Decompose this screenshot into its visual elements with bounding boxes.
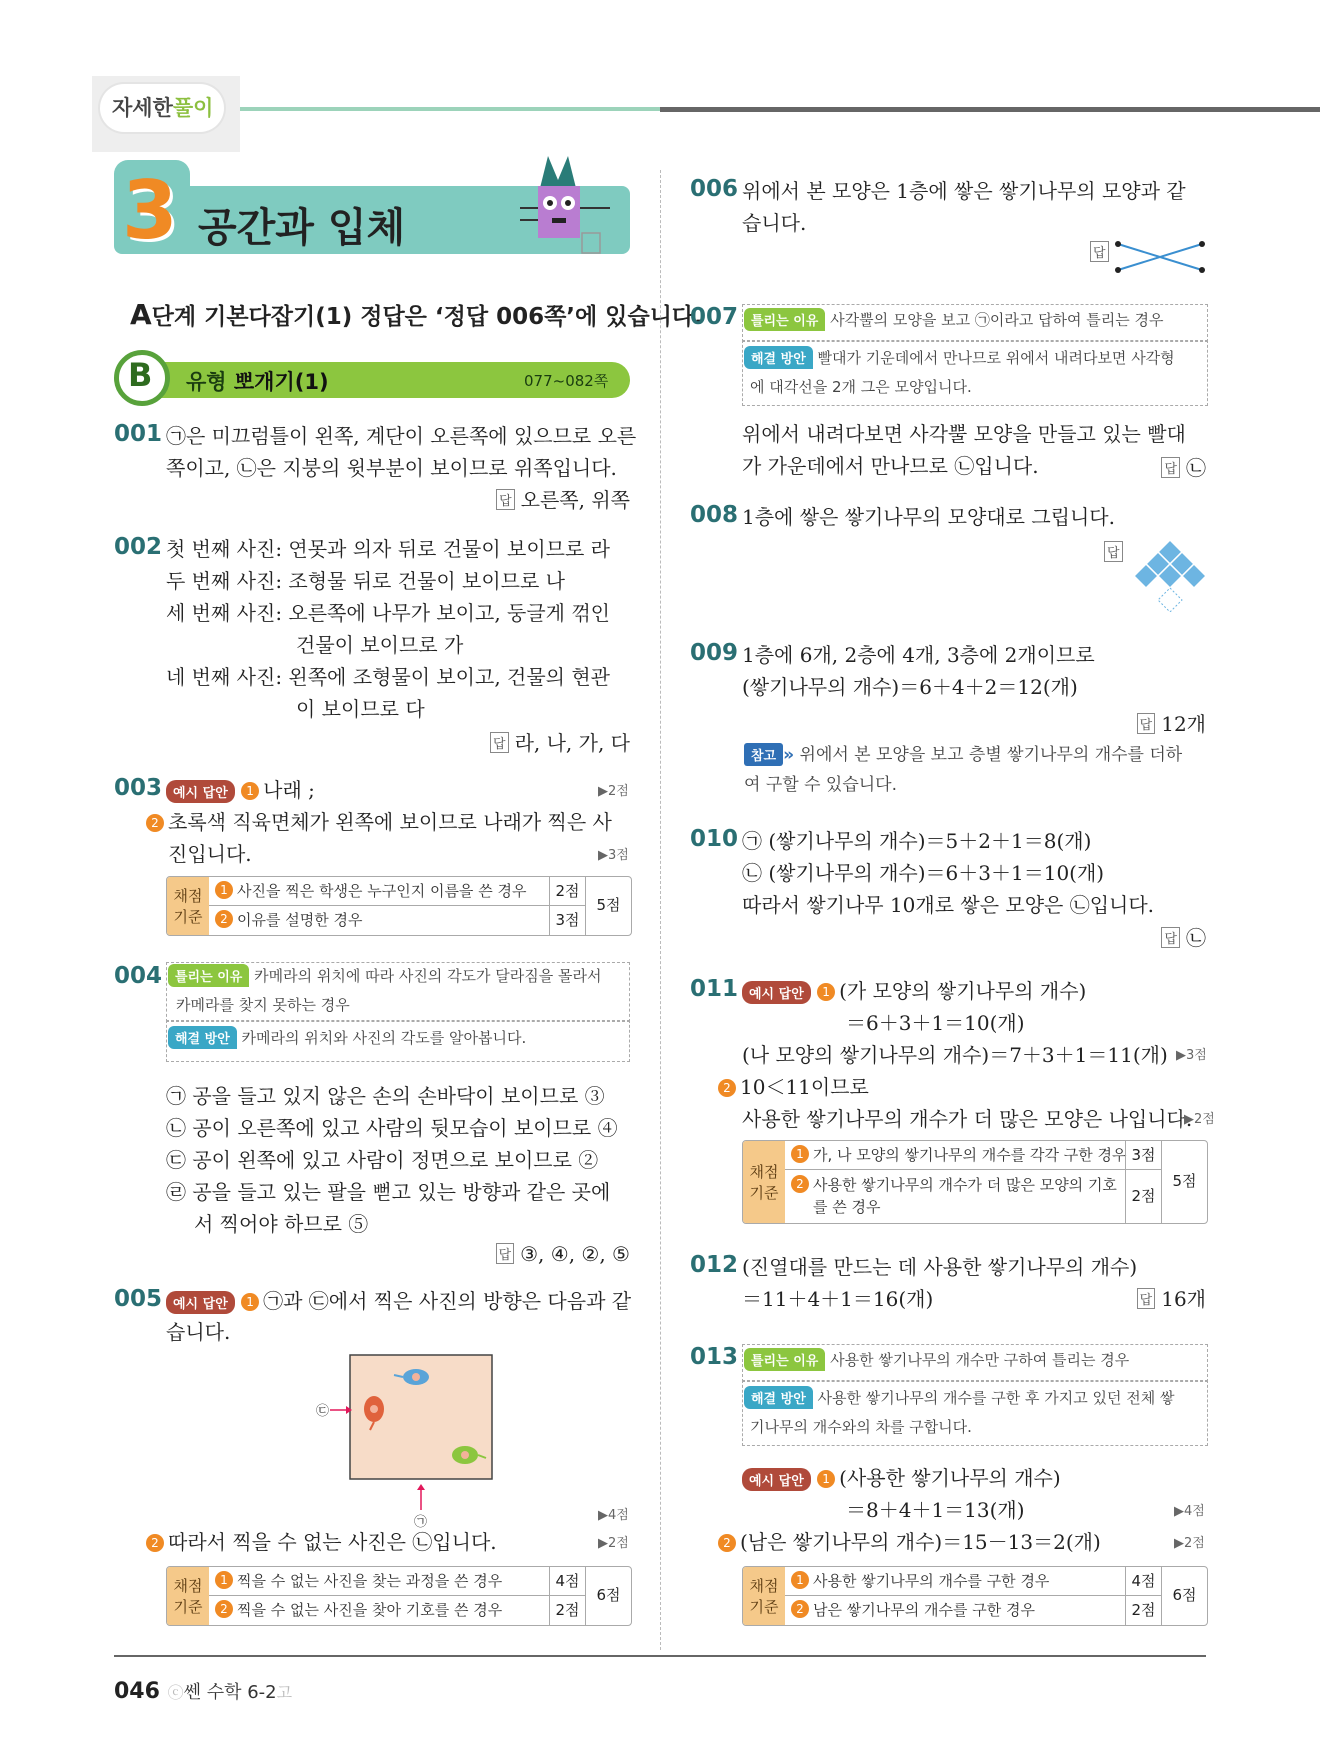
grading-score: 3점 xyxy=(1125,1141,1161,1170)
answer-mark: 답 xyxy=(1090,241,1109,262)
grading-row: 1 찍을 수 없는 사진을 찾는 과정을 쓴 경우 xyxy=(209,1567,549,1596)
fix-tag: 해결 방안 xyxy=(744,346,813,369)
question-number: 008 xyxy=(690,502,739,528)
grading-table xyxy=(166,1566,632,1626)
grading-label: 채점 기준 xyxy=(167,877,209,935)
q002-answer-text: 라, 나, 가, 다 xyxy=(514,731,630,755)
q009-line: (쌓기나무의 개수)＝6＋4＋2＝12(개) xyxy=(742,675,1078,699)
chapter-number: 3 xyxy=(122,164,178,257)
fix-method-cont: 기나무의 개수와의 차를 구합니다. xyxy=(750,1418,972,1436)
error-reason: 틀리는 이유 사용한 쌓기나무의 개수만 구하여 틀리는 경우 xyxy=(744,1348,1129,1371)
chapter-title: 공간과 입체 xyxy=(198,205,406,251)
step-1-icon: 1 xyxy=(791,1571,809,1589)
answer-mark: 답 xyxy=(496,489,515,510)
points: ▶2점 xyxy=(598,784,629,799)
q004-line: ㉡ 공이 오른쪽에 있고 사람의 뒷모습이 보이므로 ④ xyxy=(166,1116,618,1140)
q010-line: 따라서 쌓기나무 10개로 쌓은 모양은 ㉡입니다. xyxy=(742,893,1155,917)
q008-answer xyxy=(1104,540,1129,564)
header-rule-green xyxy=(240,107,660,111)
fix-tag: 해결 방안 xyxy=(168,1026,237,1049)
step-1-icon: 1 xyxy=(215,881,233,899)
q002-line: 두 번째 사진: 조형물 뒤로 건물이 보이므로 나 xyxy=(166,569,565,593)
answer-mark: 답 xyxy=(496,1243,515,1264)
step-1-icon: 1 xyxy=(241,782,259,800)
points: ▶2점 xyxy=(1184,1112,1215,1127)
q006-line: 위에서 본 모양은 1층에 쌓은 쌓기나무의 모양과 같 xyxy=(742,179,1186,203)
q013-line1: 예시 답안 1 (사용한 쌓기나무의 개수) xyxy=(742,1462,1061,1491)
q002-line: 건물이 보이므로 가 xyxy=(296,633,464,657)
grading-row: 2 이유를 설명한 경우 xyxy=(209,906,549,935)
brand-text-1: 자세한 xyxy=(112,96,173,120)
q007-line: 가 가운데에서 만나므로 ㉡입니다. xyxy=(742,454,1039,478)
answer-mark: 답 xyxy=(1161,457,1180,478)
q004-line: ㉣ 공을 들고 있는 팔을 뻗고 있는 방향과 같은 곳에 xyxy=(166,1180,611,1204)
example-tag: 예시 답안 xyxy=(742,981,811,1004)
grading-total: 5점 xyxy=(1161,1141,1207,1223)
grading-row: 2 사용한 쌓기나무의 개수가 더 많은 모양의 기호 를 쓴 경우 xyxy=(785,1170,1125,1223)
q009-line: 1층에 6개, 2층에 4개, 3층에 2개이므로 xyxy=(742,643,1095,667)
question-number: 012 xyxy=(690,1252,739,1278)
step-1-icon: 1 xyxy=(817,983,835,1001)
watermark: ⓒ xyxy=(167,1683,184,1702)
grading-label: 채점 기준 xyxy=(743,1567,785,1625)
points: ▶2점 xyxy=(1174,1536,1205,1551)
step-1-icon: 1 xyxy=(791,1145,809,1163)
fix-method-cont: 에 대각선을 2개 그은 모양입니다. xyxy=(750,378,972,396)
grading-score: 2점 xyxy=(549,1596,585,1625)
q005-line1: 예시 답안 1 ㉠과 ㉢에서 찍은 사진의 방향은 다음과 같 xyxy=(166,1285,631,1314)
question-number: 013 xyxy=(690,1344,739,1370)
q011-line5: 사용한 쌓기나무의 개수가 더 많은 모양은 나입니다. xyxy=(742,1107,1193,1131)
error-reason-cont: 카메라를 찾지 못하는 경우 xyxy=(176,996,350,1014)
q011-line4: 2 10＜11이므로 xyxy=(718,1071,869,1100)
step-2-icon: 2 xyxy=(718,1534,736,1552)
points: ▶2점 xyxy=(598,1536,629,1551)
points: ▶3점 xyxy=(1176,1048,1207,1063)
camera-direction-diagram xyxy=(300,1350,500,1530)
q002-line: 첫 번째 사진: 연못과 의자 뒤로 건물이 보이므로 라 xyxy=(166,537,610,561)
q004-answer-text: ③, ④, ②, ⑤ xyxy=(520,1242,630,1266)
error-tag: 틀리는 이유 xyxy=(168,964,249,987)
grading-total: 6점 xyxy=(1161,1567,1207,1625)
answer-mark: 답 xyxy=(490,732,509,753)
book-title: 쎈 수학 6-2 xyxy=(183,1682,277,1703)
grading-table xyxy=(166,876,632,936)
q004-answer xyxy=(496,1242,630,1266)
cube-top-view-figure xyxy=(1130,536,1210,612)
step-2-icon: 2 xyxy=(146,814,164,832)
page-number: 046 xyxy=(114,1679,160,1704)
q001-answer xyxy=(496,484,630,513)
q011-line2: ＝6＋3＋1＝10(개) xyxy=(846,1011,1025,1035)
grading-total: 6점 xyxy=(585,1567,631,1625)
q011-line3: (나 모양의 쌓기나무의 개수)＝7＋3＋1＝11(개) xyxy=(742,1043,1168,1067)
example-tag: 예시 답안 xyxy=(742,1468,811,1491)
step-1-icon: 1 xyxy=(215,1571,233,1589)
q004-line: 서 찍어야 하므로 ⑤ xyxy=(194,1212,369,1236)
q001-answer-text: 오른쪽, 위쪽 xyxy=(520,488,630,512)
fix-tag: 해결 방안 xyxy=(744,1386,813,1409)
reference-tag: 참고 xyxy=(744,743,783,766)
question-number: 004 xyxy=(114,963,163,989)
q003-line1 xyxy=(166,774,315,803)
answer-mark: 답 xyxy=(1137,1288,1156,1309)
grading-row: 1 가, 나 모양의 쌓기나무의 개수를 각각 구한 경우 xyxy=(785,1141,1125,1170)
grading-label: 채점 기준 xyxy=(743,1141,785,1223)
q008-line: 1층에 쌓은 쌓기나무의 모양대로 그립니다. xyxy=(742,505,1115,529)
q012-line: (진열대를 만드는 데 사용한 쌓기나무의 개수) xyxy=(742,1255,1138,1279)
q010-answer: 답 ㉡ xyxy=(1161,922,1206,951)
step-2-icon: 2 xyxy=(146,1534,164,1552)
q004-line: ㉠ 공을 들고 있지 않은 손의 손바닥이 보이므로 ③ xyxy=(166,1084,605,1108)
question-number: 007 xyxy=(690,304,739,330)
fix-method: 해결 방안 빨대가 기운데에서 만나므로 위에서 내려다보면 사각형 xyxy=(744,346,1175,369)
error-reason: 틀리는 이유 카메라의 위치에 따라 사진의 각도가 달라짐을 몰라서 xyxy=(168,964,602,987)
question-number: 010 xyxy=(690,826,739,852)
section-b-title xyxy=(186,366,329,396)
step-2-icon: 2 xyxy=(791,1175,809,1193)
q003-line2 xyxy=(146,806,612,835)
section-a-label: A xyxy=(130,298,152,331)
points: ▶4점 xyxy=(598,1508,629,1523)
q001-line: 쪽이고, ㉡은 지붕의 윗부분이 보이므로 위쪽입니다. xyxy=(166,456,617,480)
section-b-name: 뽀개기(1) xyxy=(233,370,329,394)
error-reason: 틀리는 이유 사각뿔의 모양을 보고 ㉠이라고 답하여 틀리는 경우 xyxy=(744,308,1164,331)
answer-mark: 답 xyxy=(1137,713,1156,734)
q001-line: ㉠은 미끄럼틀이 왼쪽, 계단이 오른쪽에 있으므로 오른 xyxy=(166,424,637,448)
q002-answer xyxy=(490,727,630,756)
answer-mark: 답 xyxy=(1161,927,1180,948)
section-b-pages: 077~082쪽 xyxy=(524,372,609,390)
question-number: 006 xyxy=(690,176,739,202)
grading-score: 4점 xyxy=(1125,1567,1161,1596)
grading-score: 2점 xyxy=(549,877,585,906)
step-2-icon: 2 xyxy=(215,910,233,928)
grading-table xyxy=(742,1566,1208,1626)
mascot-icon xyxy=(520,148,630,258)
step-2-icon: 2 xyxy=(791,1600,809,1618)
error-tag: 틀리는 이유 xyxy=(744,308,825,331)
question-number: 005 xyxy=(114,1286,163,1312)
q003-text1: 나래 ; xyxy=(263,778,315,802)
label-a: ㉠ xyxy=(414,1515,428,1530)
q002-line: 이 보이므로 다 xyxy=(296,697,425,721)
grading-score: 4점 xyxy=(549,1567,585,1596)
step-1-icon: 1 xyxy=(817,1470,835,1488)
fix-method: 해결 방안 카메라의 위치와 사진의 각도를 알아봅니다. xyxy=(168,1026,526,1049)
footer-rule xyxy=(114,1655,1206,1657)
example-tag: 예시 답안 xyxy=(166,780,235,803)
brand-logo xyxy=(112,92,213,122)
question-number: 009 xyxy=(690,640,739,666)
column-divider xyxy=(660,170,661,1650)
q013-line2: ＝8＋4＋1＝13(개) xyxy=(846,1498,1025,1522)
straw-top-view-figure xyxy=(1110,238,1210,274)
q010-line: ㉡ (쌓기나무의 개수)＝6＋3＋1＝10(개) xyxy=(742,861,1105,885)
q013-line3: 2 (남은 쌓기나무의 개수)＝15－13＝2(개) xyxy=(718,1526,1101,1555)
q002-line: 네 번째 사진: 왼쪽에 조형물이 보이고, 건물의 현관 xyxy=(166,665,610,689)
brand-text-2: 풀이 xyxy=(172,96,214,120)
section-a-note xyxy=(130,298,703,331)
question-number: 011 xyxy=(690,976,739,1002)
q011-line1: 예시 답안 1 (가 모양의 쌓기나무의 개수) xyxy=(742,975,1086,1004)
step-2-icon: 2 xyxy=(215,1600,233,1618)
step-1-icon: 1 xyxy=(241,1293,259,1311)
grading-row: 1 사용한 쌓기나무의 개수를 구한 경우 xyxy=(785,1567,1125,1596)
grading-row: 2 남은 쌓기나무의 개수를 구한 경우 xyxy=(785,1596,1125,1625)
grading-label: 채점 기준 xyxy=(167,1567,209,1625)
q005-line1b: 습니다. xyxy=(166,1320,231,1344)
q006-line: 습니다. xyxy=(742,211,807,235)
q002-line: 세 번째 사진: 오른쪽에 나무가 보이고, 둥글게 꺾인 xyxy=(166,601,610,625)
answer-mark: 답 xyxy=(1104,541,1123,562)
section-b-letter: B xyxy=(128,356,153,394)
section-a-text: 단계 기본다잡기(1) 정답은 ‘정답 006쪽’에 있습니다. xyxy=(151,304,703,330)
grading-total: 5점 xyxy=(585,877,631,935)
example-tag: 예시 답안 xyxy=(166,1291,235,1314)
header-rule-gray xyxy=(660,107,1320,112)
q012-line: ＝11＋4＋1＝16(개) xyxy=(742,1287,934,1311)
grading-table xyxy=(742,1140,1208,1224)
grading-score: 2점 xyxy=(1125,1170,1161,1223)
q004-line: ㉢ 공이 왼쪽에 있고 사람이 정면으로 보이므로 ② xyxy=(166,1148,599,1172)
watermark-suffix: 고 xyxy=(276,1683,293,1702)
question-number: 002 xyxy=(114,534,163,560)
q007-answer: 답 ㉡ xyxy=(1161,452,1206,481)
section-b-prefix: 유형 xyxy=(186,370,227,394)
q005-line2: 2 따라서 찍을 수 없는 사진은 ㉡입니다. xyxy=(146,1526,497,1555)
question-number: 003 xyxy=(114,775,163,801)
question-number: 001 xyxy=(114,421,163,447)
footer xyxy=(114,1678,292,1704)
q003-text2: 초록색 직육면체가 왼쪽에 보이므로 나래가 찍은 사 xyxy=(168,810,612,834)
grading-score: 2점 xyxy=(1125,1596,1161,1625)
q009-reference: 참고 » 위에서 본 모양을 보고 층별 쌓기나무의 개수를 더하 xyxy=(744,740,1182,766)
points: ▶3점 xyxy=(598,848,629,863)
q012-answer: 답 16개 xyxy=(1137,1283,1206,1312)
q003-line3: 진입니다. xyxy=(168,842,252,866)
q009-reference-cont: 여 구할 수 있습니다. xyxy=(744,775,897,795)
error-tag: 틀리는 이유 xyxy=(744,1348,825,1371)
grading-row: 2 찍을 수 없는 사진을 찾아 기호를 쓴 경우 xyxy=(209,1596,549,1625)
grading-score: 3점 xyxy=(549,906,585,935)
label-c: ㉢ xyxy=(316,1404,330,1419)
q009-answer: 답 12개 xyxy=(1137,708,1206,737)
grading-row: 1 사진을 찍은 학생은 누구인지 이름을 쓴 경우 xyxy=(209,877,549,906)
points: ▶4점 xyxy=(1174,1504,1205,1519)
q010-line: ㉠ (쌓기나무의 개수)＝5＋2＋1＝8(개) xyxy=(742,829,1092,853)
step-2-icon: 2 xyxy=(718,1079,736,1097)
q007-line: 위에서 내려다보면 사각뿔 모양을 만들고 있는 빨대 xyxy=(742,422,1186,446)
fix-method: 해결 방안 사용한 쌓기나무의 개수를 구한 후 가지고 있던 전체 쌓 xyxy=(744,1386,1174,1409)
